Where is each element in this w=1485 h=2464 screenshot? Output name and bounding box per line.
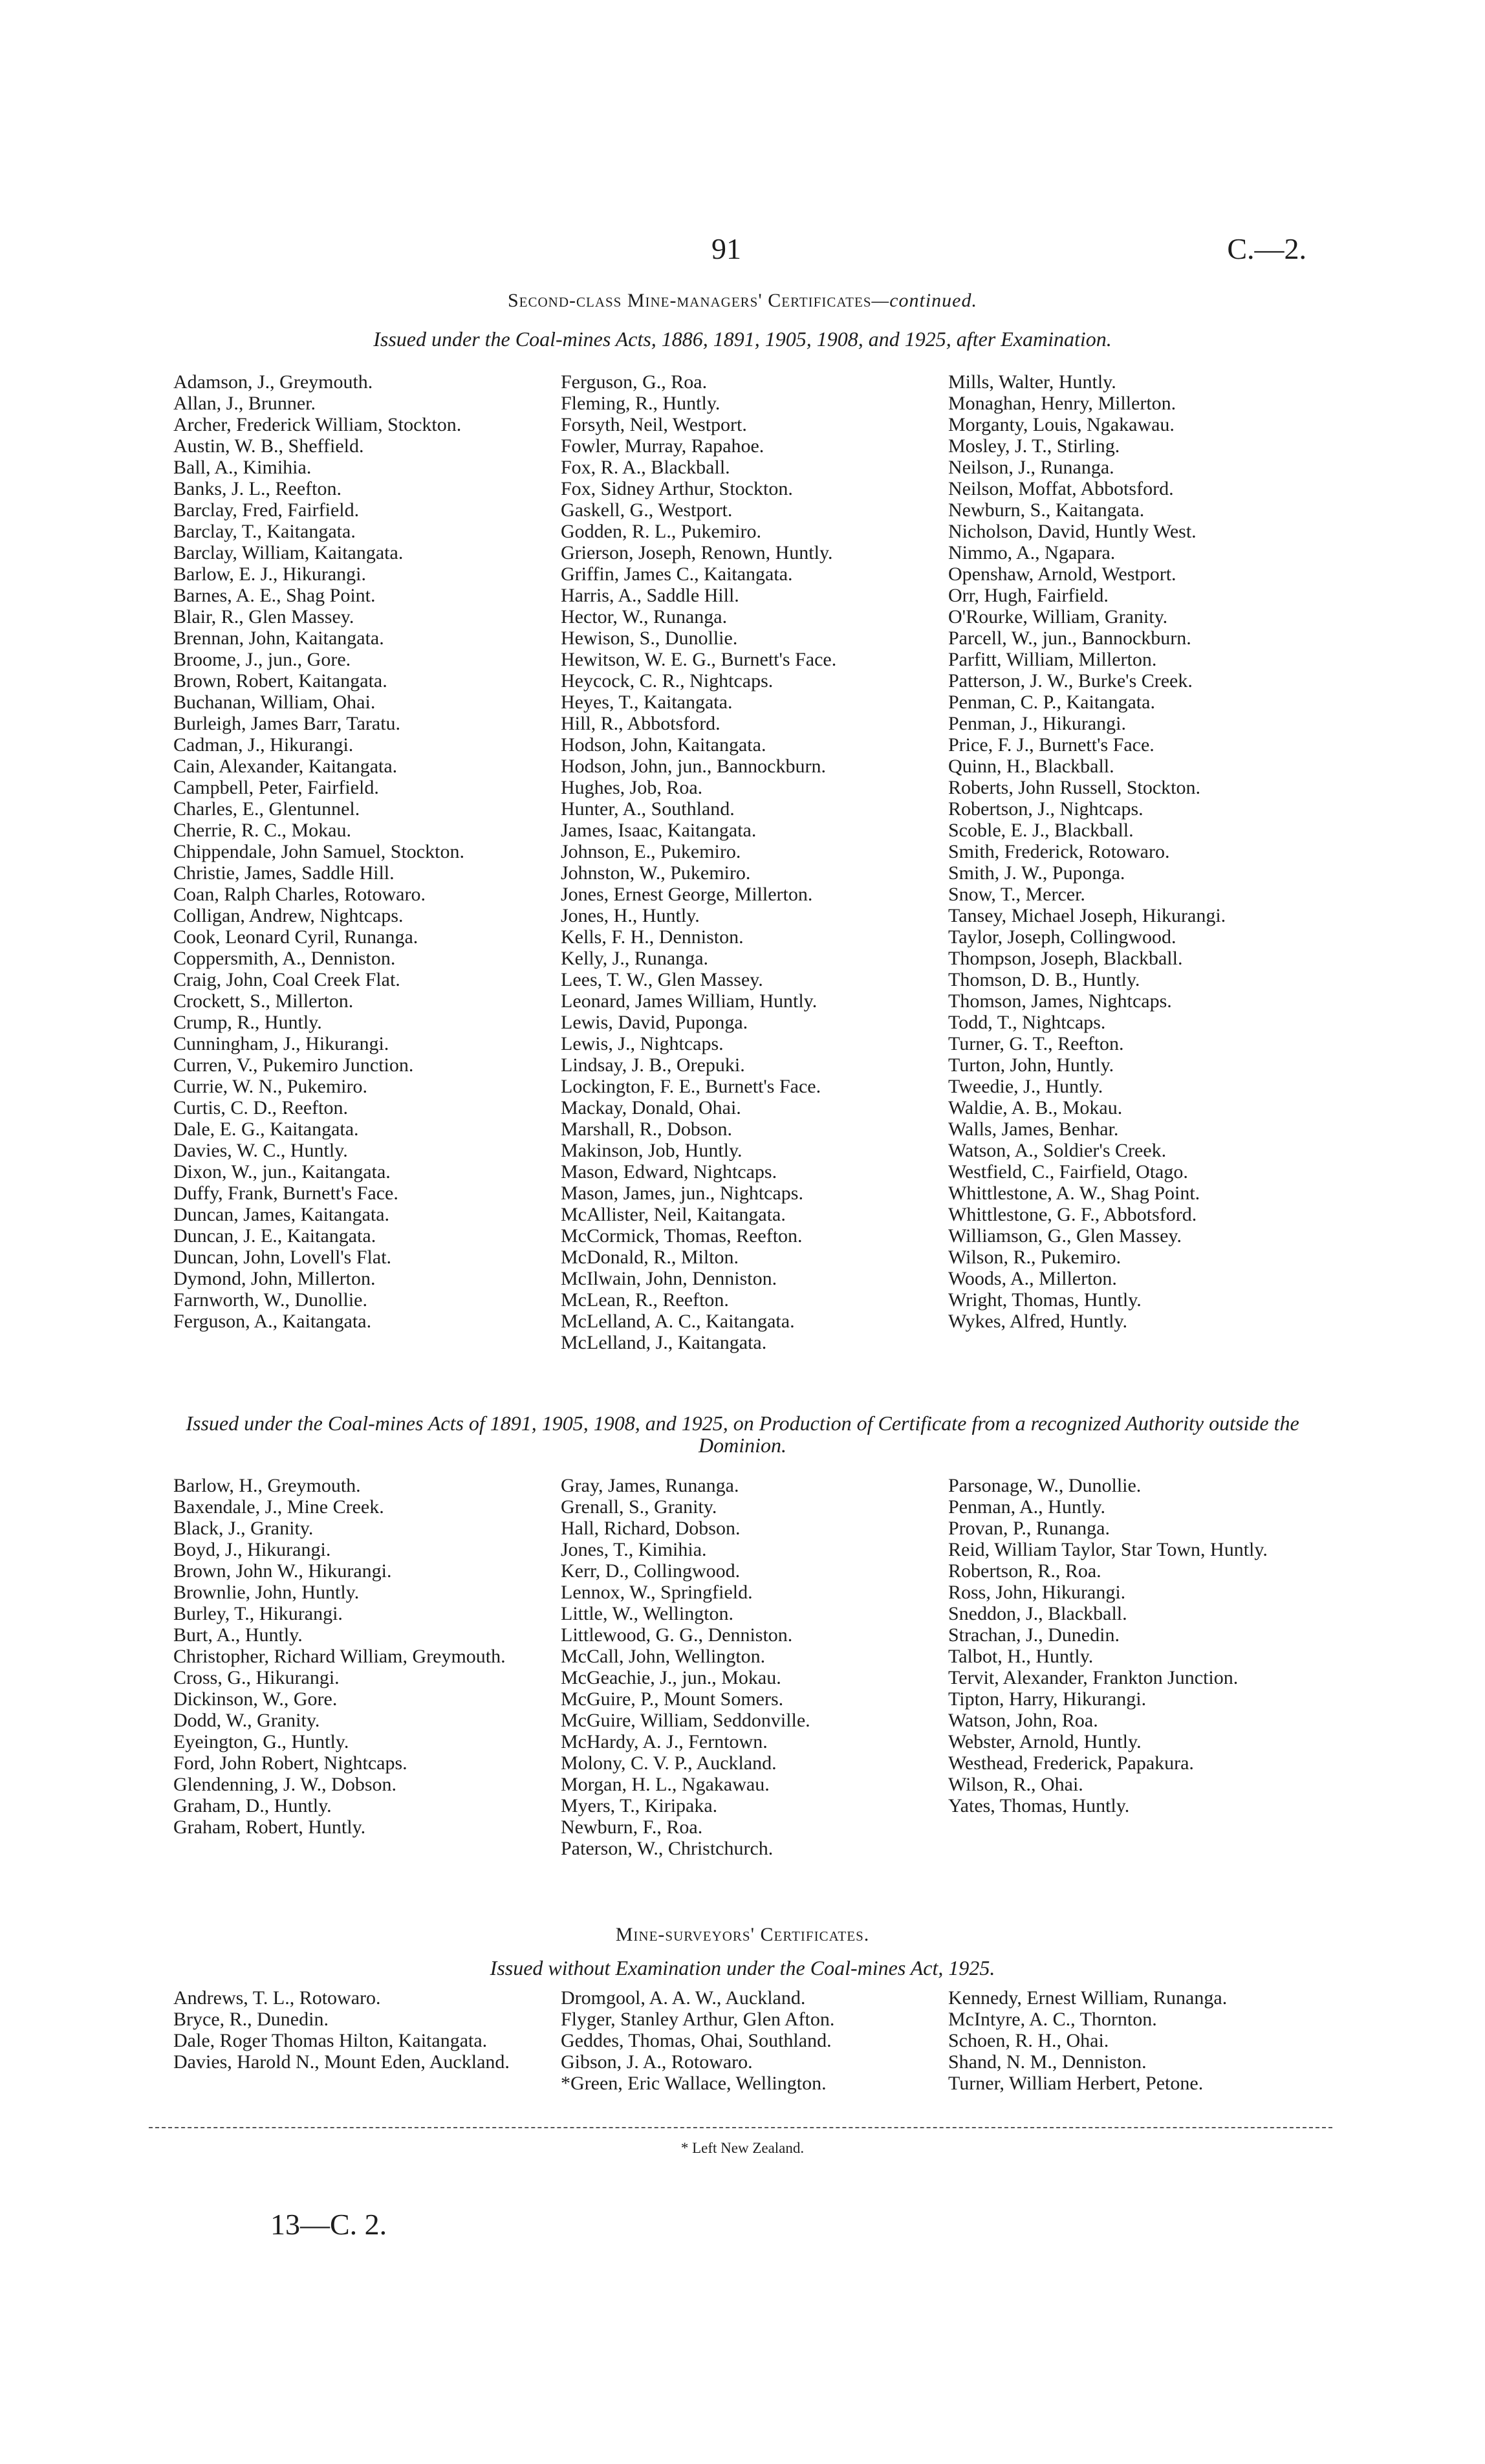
- list-item: Neilson, J., Runanga.: [948, 457, 1114, 478]
- list-item: Turton, John, Huntly.: [948, 1054, 1114, 1076]
- list-item: Lees, T. W., Glen Massey.: [561, 969, 763, 990]
- list-item: Barlow, H., Greymouth.: [173, 1475, 361, 1496]
- section3-title: Mine-surveyors' Certificates.: [615, 1924, 870, 1945]
- list-item: Taylor, Joseph, Collingwood.: [948, 926, 1176, 948]
- list-item: Duncan, J. E., Kaitangata.: [173, 1225, 376, 1247]
- list-item: Smith, Frederick, Rotowaro.: [948, 841, 1170, 862]
- list-item: Talbot, H., Huntly.: [948, 1646, 1094, 1667]
- list-item: Scoble, E. J., Blackball.: [948, 820, 1134, 841]
- list-item: Shand, N. M., Denniston.: [948, 2051, 1147, 2073]
- list-item: Whittlestone, G. F., Abbotsford.: [948, 1204, 1197, 1225]
- list-item: Neilson, Moffat, Abbotsford.: [948, 478, 1174, 499]
- list-item: Walls, James, Benhar.: [948, 1118, 1119, 1140]
- list-item: Charles, E., Glentunnel.: [173, 798, 360, 820]
- list-item: Kells, F. H., Denniston.: [561, 926, 744, 948]
- list-item: Fowler, Murray, Rapahoe.: [561, 435, 764, 457]
- list-item: Coan, Ralph Charles, Rotowaro.: [173, 884, 426, 905]
- list-item: McGuire, P., Mount Somers.: [561, 1688, 784, 1710]
- list-item: Coppersmith, A., Denniston.: [173, 948, 396, 969]
- list-item: *Green, Eric Wallace, Wellington.: [561, 2073, 827, 2094]
- list-item: Blair, R., Glen Massey.: [173, 606, 354, 627]
- list-item: Jones, T., Kimihia.: [561, 1539, 707, 1560]
- list-item: Watson, John, Roa.: [948, 1710, 1098, 1731]
- section2-column-3: [948, 1475, 1310, 1859]
- list-item: Christopher, Richard William, Greymouth.: [173, 1646, 506, 1667]
- list-item: Duncan, John, Lovell's Flat.: [173, 1247, 392, 1268]
- list-item: Burley, T., Hikurangi.: [173, 1603, 343, 1624]
- list-item: Harris, A., Saddle Hill.: [561, 585, 739, 606]
- list-item: James, Isaac, Kaitangata.: [561, 820, 757, 841]
- section3-column-1: [173, 1987, 536, 2094]
- list-item: Cadman, J., Hikurangi.: [173, 734, 354, 756]
- list-item: Archer, Frederick William, Stockton.: [173, 414, 462, 435]
- section2-subheading: Issued under the Coal-mines Acts of 1891, 1905, 1908, and 1925, on Production of Certificate from a recognized Authority outside the Dominion.: [186, 1412, 1299, 1457]
- list-item: Watson, A., Soldier's Creek.: [948, 1140, 1167, 1161]
- list-item: Dickinson, W., Gore.: [173, 1688, 338, 1710]
- list-item: Turner, William Herbert, Petone.: [948, 2073, 1204, 2094]
- list-item: Penman, J., Hikurangi.: [948, 713, 1126, 734]
- list-item: Heyes, T., Kaitangata.: [561, 692, 733, 713]
- list-item: Fleming, R., Huntly.: [561, 393, 721, 414]
- list-item: Dixon, W., jun., Kaitangata.: [173, 1161, 391, 1183]
- list-item: Geddes, Thomas, Ohai, Southland.: [561, 2030, 832, 2051]
- list-item: Monaghan, Henry, Millerton.: [948, 393, 1176, 414]
- list-item: Molony, C. V. P., Auckland.: [561, 1752, 777, 1774]
- section3-column-3: [948, 1987, 1310, 2094]
- section-divider: [149, 2127, 1332, 2128]
- list-item: Jones, H., Huntly.: [561, 905, 700, 926]
- list-item: Chippendale, John Samuel, Stockton.: [173, 841, 464, 862]
- list-item: Tansey, Michael Joseph, Hikurangi.: [948, 905, 1226, 926]
- list-item: Kennedy, Ernest William, Runanga.: [948, 1987, 1228, 2009]
- section1-title-text: Second-class Mine-managers' Certificates: [507, 290, 872, 311]
- list-item: Brown, John W., Hikurangi.: [173, 1560, 392, 1582]
- list-item: Craig, John, Coal Creek Flat.: [173, 969, 400, 990]
- list-item: Broome, J., jun., Gore.: [173, 649, 351, 670]
- list-item: Austin, W. B., Sheffield.: [173, 435, 364, 457]
- list-item: Cain, Alexander, Kaitangata.: [173, 756, 398, 777]
- section1-title: [0, 290, 1485, 312]
- list-item: Myers, T., Kiripaka.: [561, 1795, 718, 1816]
- list-item: Barclay, Fred, Fairfield.: [173, 499, 360, 521]
- list-item: Makinson, Job, Huntly.: [561, 1140, 742, 1161]
- list-item: Burleigh, James Barr, Taratu.: [173, 713, 401, 734]
- footnote: * Left New Zealand.: [680, 2140, 805, 2156]
- list-item: Christie, James, Saddle Hill.: [173, 862, 395, 884]
- list-item: Mason, Edward, Nightcaps.: [561, 1161, 777, 1183]
- list-item: Roberts, John Russell, Stockton.: [948, 777, 1201, 798]
- list-item: Penman, C. P., Kaitangata.: [948, 692, 1155, 713]
- list-item: Tipton, Harry, Hikurangi.: [948, 1688, 1147, 1710]
- list-item: Robertson, R., Roa.: [948, 1560, 1101, 1582]
- section1-column-1: [173, 371, 536, 1353]
- list-item: Crockett, S., Millerton.: [173, 990, 354, 1012]
- list-item: Duncan, James, Kaitangata.: [173, 1204, 390, 1225]
- list-item: Brownlie, John, Huntly.: [173, 1582, 360, 1603]
- list-item: Farnworth, W., Dunollie.: [173, 1289, 367, 1311]
- footer-reference: 13—C. 2.: [270, 2208, 387, 2241]
- list-item: Wilson, R., Ohai.: [948, 1774, 1083, 1795]
- list-item: Johnson, E., Pukemiro.: [561, 841, 741, 862]
- list-item: Mason, James, jun., Nightcaps.: [561, 1183, 803, 1204]
- list-item: Adamson, J., Greymouth.: [173, 371, 373, 393]
- list-item: Penman, A., Huntly.: [948, 1496, 1106, 1518]
- list-item: Parsonage, W., Dunollie.: [948, 1475, 1142, 1496]
- list-item: Marshall, R., Dobson.: [561, 1118, 732, 1140]
- list-item: O'Rourke, William, Granity.: [948, 606, 1168, 627]
- list-item: Barclay, William, Kaitangata.: [173, 542, 404, 563]
- list-item: Brown, Robert, Kaitangata.: [173, 670, 387, 692]
- list-item: Morganty, Louis, Ngakawau.: [948, 414, 1175, 435]
- list-item: Barclay, T., Kaitangata.: [173, 521, 356, 542]
- list-item: Mackay, Donald, Ohai.: [561, 1097, 741, 1118]
- list-item: Westfield, C., Fairfield, Otago.: [948, 1161, 1188, 1183]
- list-item: Westhead, Frederick, Papakura.: [948, 1752, 1194, 1774]
- list-item: Hunter, A., Southland.: [561, 798, 735, 820]
- list-item: Wilson, R., Pukemiro.: [948, 1247, 1122, 1268]
- section1-column-2: [561, 371, 923, 1353]
- list-item: Grenall, S., Granity.: [561, 1496, 717, 1518]
- section1-column-3: [948, 371, 1310, 1353]
- list-item: McIlwain, John, Denniston.: [561, 1268, 777, 1289]
- list-item: Glendenning, J. W., Dobson.: [173, 1774, 396, 1795]
- list-item: Lockington, F. E., Burnett's Face.: [561, 1076, 821, 1097]
- list-item: Davies, W. C., Huntly.: [173, 1140, 348, 1161]
- list-item: Wykes, Alfred, Huntly.: [948, 1311, 1128, 1332]
- list-item: Patterson, J. W., Burke's Creek.: [948, 670, 1193, 692]
- list-item: McHardy, A. J., Ferntown.: [561, 1731, 768, 1752]
- list-item: Provan, P., Runanga.: [948, 1518, 1110, 1539]
- list-item: Curtis, C. D., Reefton.: [173, 1097, 348, 1118]
- list-item: Paterson, W., Christchurch.: [561, 1838, 774, 1859]
- list-item: McLean, R., Reefton.: [561, 1289, 729, 1311]
- section1-title-suffix: —continued.: [871, 290, 977, 311]
- list-item: Nicholson, David, Huntly West.: [948, 521, 1197, 542]
- list-item: Gray, James, Runanga.: [561, 1475, 739, 1496]
- section1-subheading: Issued under the Coal-mines Acts, 1886, 1891, 1905, 1908, and 1925, after Examination.: [373, 327, 1112, 351]
- list-item: Thomson, D. B., Huntly.: [948, 969, 1140, 990]
- list-item: Dale, Roger Thomas Hilton, Kaitangata.: [173, 2030, 488, 2051]
- list-item: Eyeington, G., Huntly.: [173, 1731, 349, 1752]
- list-item: McGuire, William, Seddonville.: [561, 1710, 810, 1731]
- list-item: Crump, R., Huntly.: [173, 1012, 322, 1033]
- list-item: Fox, Sidney Arthur, Stockton.: [561, 478, 793, 499]
- list-item: Ford, John Robert, Nightcaps.: [173, 1752, 407, 1774]
- list-item: McGeachie, J., jun., Mokau.: [561, 1667, 781, 1688]
- list-item: Curren, V., Pukemiro Junction.: [173, 1054, 414, 1076]
- list-item: Orr, Hugh, Fairfield.: [948, 585, 1109, 606]
- list-item: Hewitson, W. E. G., Burnett's Face.: [561, 649, 837, 670]
- list-item: Kelly, J., Runanga.: [561, 948, 709, 969]
- section2-column-2: [561, 1475, 923, 1859]
- list-item: Flyger, Stanley Arthur, Glen Afton.: [561, 2009, 835, 2030]
- list-item: Mosley, J. T., Stirling.: [948, 435, 1120, 457]
- list-item: Baxendale, J., Mine Creek.: [173, 1496, 384, 1518]
- list-item: Todd, T., Nightcaps.: [948, 1012, 1106, 1033]
- list-item: Bryce, R., Dunedin.: [173, 2009, 329, 2030]
- list-item: Yates, Thomas, Huntly.: [948, 1795, 1130, 1816]
- list-item: Graham, Robert, Huntly.: [173, 1816, 366, 1838]
- list-item: Gibson, J. A., Rotowaro.: [561, 2051, 753, 2073]
- list-item: McLelland, A. C., Kaitangata.: [561, 1311, 795, 1332]
- list-item: Hodson, John, jun., Bannockburn.: [561, 756, 826, 777]
- list-item: Godden, R. L., Pukemiro.: [561, 521, 761, 542]
- list-item: Mills, Walter, Huntly.: [948, 371, 1116, 393]
- list-item: Lewis, David, Puponga.: [561, 1012, 748, 1033]
- list-item: Banks, J. L., Reefton.: [173, 478, 341, 499]
- list-item: Lindsay, J. B., Orepuki.: [561, 1054, 745, 1076]
- list-item: Cook, Leonard Cyril, Runanga.: [173, 926, 418, 948]
- list-item: Hughes, Job, Roa.: [561, 777, 703, 798]
- list-item: Hodson, John, Kaitangata.: [561, 734, 766, 756]
- list-item: Cunningham, J., Hikurangi.: [173, 1033, 389, 1054]
- list-item: Nimmo, A., Ngapara.: [948, 542, 1116, 563]
- section3-subheading: Issued without Examination under the Coal-mines Act, 1925.: [490, 1956, 995, 1979]
- list-item: Lennox, W., Springfield.: [561, 1582, 753, 1603]
- list-item: Grierson, Joseph, Renown, Huntly.: [561, 542, 833, 563]
- list-item: Price, F. J., Burnett's Face.: [948, 734, 1154, 756]
- list-item: Smith, J. W., Puponga.: [948, 862, 1125, 884]
- list-item: Parfitt, William, Millerton.: [948, 649, 1157, 670]
- list-item: Little, W., Wellington.: [561, 1603, 734, 1624]
- list-item: Gaskell, G., Westport.: [561, 499, 733, 521]
- list-item: Parcell, W., jun., Bannockburn.: [948, 627, 1191, 649]
- document-reference: C.—2.: [1227, 232, 1306, 265]
- list-item: Campbell, Peter, Fairfield.: [173, 777, 379, 798]
- list-item: Graham, D., Huntly.: [173, 1795, 332, 1816]
- list-item: Dodd, W., Granity.: [173, 1710, 320, 1731]
- list-item: Barnes, A. E., Shag Point.: [173, 585, 376, 606]
- list-item: Ferguson, A., Kaitangata.: [173, 1311, 372, 1332]
- list-item: Webster, Arnold, Huntly.: [948, 1731, 1142, 1752]
- list-item: Dymond, John, Millerton.: [173, 1268, 376, 1289]
- list-item: Johnston, W., Pukemiro.: [561, 862, 751, 884]
- list-item: Tweedie, J., Huntly.: [948, 1076, 1103, 1097]
- list-item: Lewis, J., Nightcaps.: [561, 1033, 724, 1054]
- list-item: Littlewood, G. G., Denniston.: [561, 1624, 793, 1646]
- list-item: Hill, R., Abbotsford.: [561, 713, 721, 734]
- list-item: Boyd, J., Hikurangi.: [173, 1539, 331, 1560]
- list-item: Newburn, S., Kaitangata.: [948, 499, 1145, 521]
- list-item: Morgan, H. L., Ngakawau.: [561, 1774, 770, 1795]
- list-item: Andrews, T. L., Rotowaro.: [173, 1987, 381, 2009]
- list-item: Jones, Ernest George, Millerton.: [561, 884, 813, 905]
- list-item: Strachan, J., Dunedin.: [948, 1624, 1120, 1646]
- list-item: Heycock, C. R., Nightcaps.: [561, 670, 774, 692]
- list-item: Dale, E. G., Kaitangata.: [173, 1118, 359, 1140]
- list-item: Burt, A., Huntly.: [173, 1624, 303, 1646]
- list-item: McCall, John, Wellington.: [561, 1646, 766, 1667]
- list-item: Ball, A., Kimihia.: [173, 457, 312, 478]
- section2-column-1: [173, 1475, 536, 1859]
- list-item: Waldie, A. B., Mokau.: [948, 1097, 1123, 1118]
- list-item: Fox, R. A., Blackball.: [561, 457, 730, 478]
- section2-columns: [173, 1475, 1310, 1859]
- list-item: McIntyre, A. C., Thornton.: [948, 2009, 1157, 2030]
- list-item: Brennan, John, Kaitangata.: [173, 627, 384, 649]
- section3-columns: [173, 1987, 1310, 2094]
- list-item: Cherrie, R. C., Mokau.: [173, 820, 351, 841]
- list-item: Kerr, D., Collingwood.: [561, 1560, 741, 1582]
- list-item: Colligan, Andrew, Nightcaps.: [173, 905, 404, 926]
- list-item: Whittlestone, A. W., Shag Point.: [948, 1183, 1200, 1204]
- list-item: McDonald, R., Milton.: [561, 1247, 739, 1268]
- list-item: McAllister, Neil, Kaitangata.: [561, 1204, 786, 1225]
- list-item: Hector, W., Runanga.: [561, 606, 728, 627]
- list-item: Davies, Harold N., Mount Eden, Auckland.: [173, 2051, 510, 2073]
- list-item: Newburn, F., Roa.: [561, 1816, 703, 1838]
- list-item: Ferguson, G., Roa.: [561, 371, 708, 393]
- list-item: Tervit, Alexander, Frankton Junction.: [948, 1667, 1239, 1688]
- list-item: Hewison, S., Dunollie.: [561, 627, 738, 649]
- list-item: Robertson, J., Nightcaps.: [948, 798, 1144, 820]
- list-item: Forsyth, Neil, Westport.: [561, 414, 747, 435]
- list-item: McLelland, J., Kaitangata.: [561, 1332, 767, 1353]
- list-item: Black, J., Granity.: [173, 1518, 314, 1539]
- list-item: Openshaw, Arnold, Westport.: [948, 563, 1176, 585]
- list-item: Griffin, James C., Kaitangata.: [561, 563, 793, 585]
- list-item: Hall, Richard, Dobson.: [561, 1518, 741, 1539]
- list-item: Wright, Thomas, Huntly.: [948, 1289, 1142, 1311]
- list-item: Snow, T., Mercer.: [948, 884, 1085, 905]
- list-item: Duffy, Frank, Burnett's Face.: [173, 1183, 398, 1204]
- list-item: Leonard, James William, Huntly.: [561, 990, 818, 1012]
- list-item: Schoen, R. H., Ohai.: [948, 2030, 1109, 2051]
- list-item: Buchanan, William, Ohai.: [173, 692, 376, 713]
- list-item: Thompson, Joseph, Blackball.: [948, 948, 1183, 969]
- list-item: Woods, A., Millerton.: [948, 1268, 1117, 1289]
- list-item: Ross, John, Hikurangi.: [948, 1582, 1126, 1603]
- list-item: Dromgool, A. A. W., Auckland.: [561, 1987, 806, 2009]
- list-item: Barlow, E. J., Hikurangi.: [173, 563, 367, 585]
- list-item: Currie, W. N., Pukemiro.: [173, 1076, 367, 1097]
- list-item: Williamson, G., Glen Massey.: [948, 1225, 1182, 1247]
- list-item: McCormick, Thomas, Reefton.: [561, 1225, 803, 1247]
- list-item: Cross, G., Hikurangi.: [173, 1667, 340, 1688]
- list-item: Thomson, James, Nightcaps.: [948, 990, 1172, 1012]
- list-item: Sneddon, J., Blackball.: [948, 1603, 1127, 1624]
- list-item: Quinn, H., Blackball.: [948, 756, 1114, 777]
- list-item: Allan, J., Brunner.: [173, 393, 316, 414]
- section1-columns: [173, 371, 1310, 1353]
- page-number: 91: [711, 232, 741, 265]
- section3-column-2: [561, 1987, 923, 2094]
- list-item: Turner, G. T., Reefton.: [948, 1033, 1124, 1054]
- list-item: Reid, William Taylor, Star Town, Huntly.: [948, 1539, 1268, 1560]
